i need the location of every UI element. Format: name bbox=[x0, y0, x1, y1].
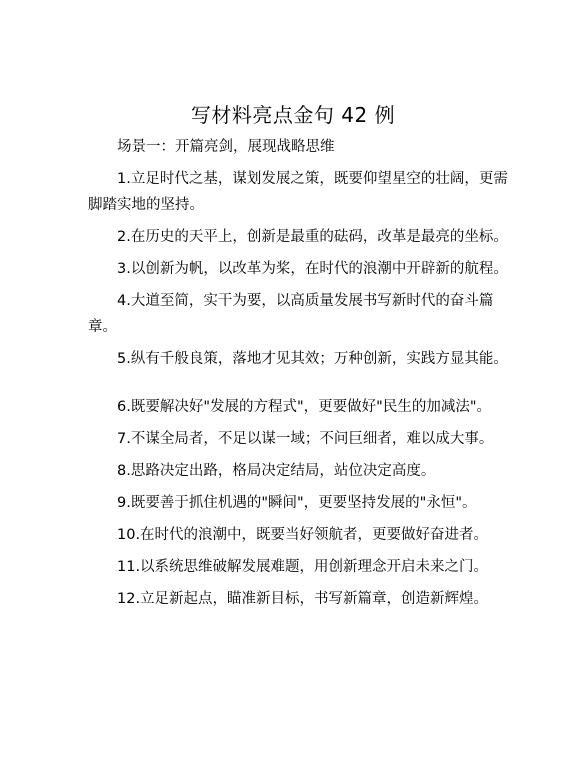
list-item: 5.纵有千般良策，落地才见其效；万种创新，实践方显其能。 bbox=[117, 351, 508, 367]
list-item: 3.以创新为帆，以改革为桨，在时代的浪潮中开辟新的航程。 bbox=[117, 261, 508, 277]
list-item: 9.既要善于抓住机遇的"瞬间"，更要坚持发展的"永恒"。 bbox=[117, 495, 477, 511]
list-item: 12.立足新起点，瞄准新目标，书写新篇章，创造新辉煌。 bbox=[117, 591, 489, 607]
document-body bbox=[88, 135, 510, 618]
list-item: 7.不谋全局者，不足以谋一域；不问巨细者，难以成大事。 bbox=[117, 431, 494, 447]
list-item: 11.以系统思维破解发展难题，用创新理念开启未来之门。 bbox=[117, 559, 489, 575]
list-item: 8.思路决定出路，格局决定结局，站位决定高度。 bbox=[117, 463, 436, 479]
list-item: 6.既要解决好"发展的方程式"，更要做好"民生的加减法"。 bbox=[117, 399, 492, 415]
list-item: 2.在历史的天平上，创新是最重的砝码，改革是最亮的坐标。 bbox=[117, 229, 508, 245]
list-item: 4.大道至简，实干为要，以高质量发展书写新时代的奋斗篇章。 bbox=[88, 293, 494, 335]
scene-heading: 场景一：开篇亮剑，展现战略思维 bbox=[117, 139, 335, 155]
document-title: 写材料亮点金句 42 例 bbox=[190, 103, 396, 127]
list-item: 10.在时代的浪潮中，既要当好领航者，更要做好奋进者。 bbox=[117, 527, 489, 543]
list-item: 1.立足时代之基，谋划发展之策，既要仰望星空的壮阔，更需脚踏实地的坚持。 bbox=[88, 171, 508, 213]
